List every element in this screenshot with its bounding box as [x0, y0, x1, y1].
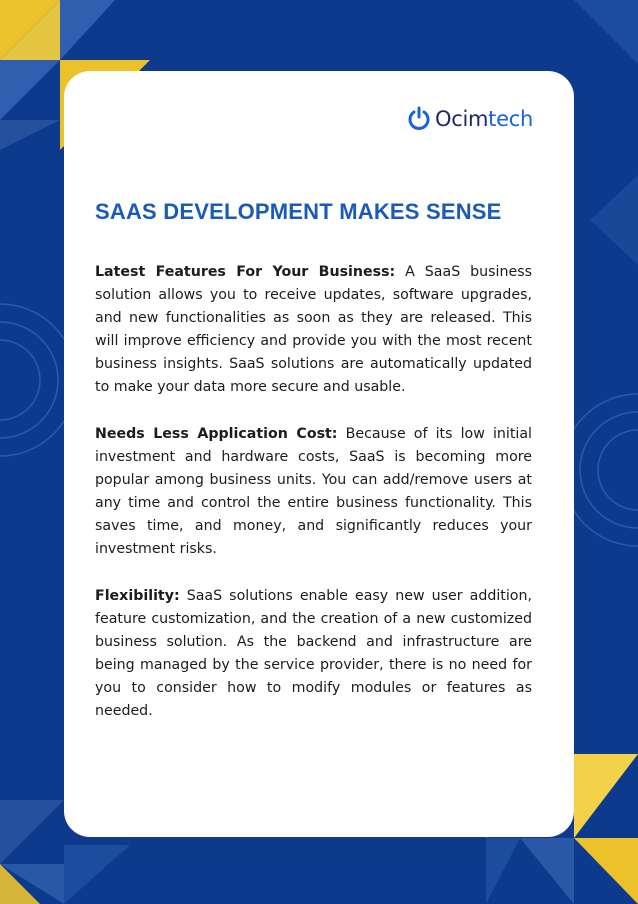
section-text: Because of its low initial investment and hardware costs, SaaS is becoming more popular among business units. You can add/remove users at any time and control the entire business functionality. This saves time, and money, and significantly reduces your investment risks. — [95, 426, 532, 557]
section-application-cost — [95, 423, 532, 561]
logo-wordmark — [435, 107, 533, 131]
company-logo — [407, 102, 533, 136]
section-text: SaaS solutions enable easy new user addition, feature customization, and the creation of a new customized business solution. As the backend and infrastructure are being managed by the service provider, there is no need for you to consider how to modify modules or features as needed. — [95, 588, 532, 719]
power-logo-icon — [407, 106, 431, 132]
section-heading: Flexibility: — [95, 588, 180, 604]
section-flexibility — [95, 585, 532, 723]
section-heading: Needs Less Application Cost: — [95, 426, 338, 442]
logo-name-main: Ocim — [435, 107, 489, 131]
page-title: SAAS DEVELOPMENT MAKES SENSE — [95, 199, 502, 224]
article-body — [95, 261, 532, 747]
section-heading: Latest Features For Your Business: — [95, 264, 396, 280]
logo-name-accent: tech — [488, 107, 533, 131]
content-card — [64, 71, 574, 837]
section-latest-features — [95, 261, 532, 399]
section-text: A SaaS business solution allows you to receive updates, software upgrades, and new functionalities as soon as they are released. This will improve efficiency and provide you with the most recent business insights. SaaS solutions are automatically updated to make your data more secure and usable. — [95, 264, 532, 395]
